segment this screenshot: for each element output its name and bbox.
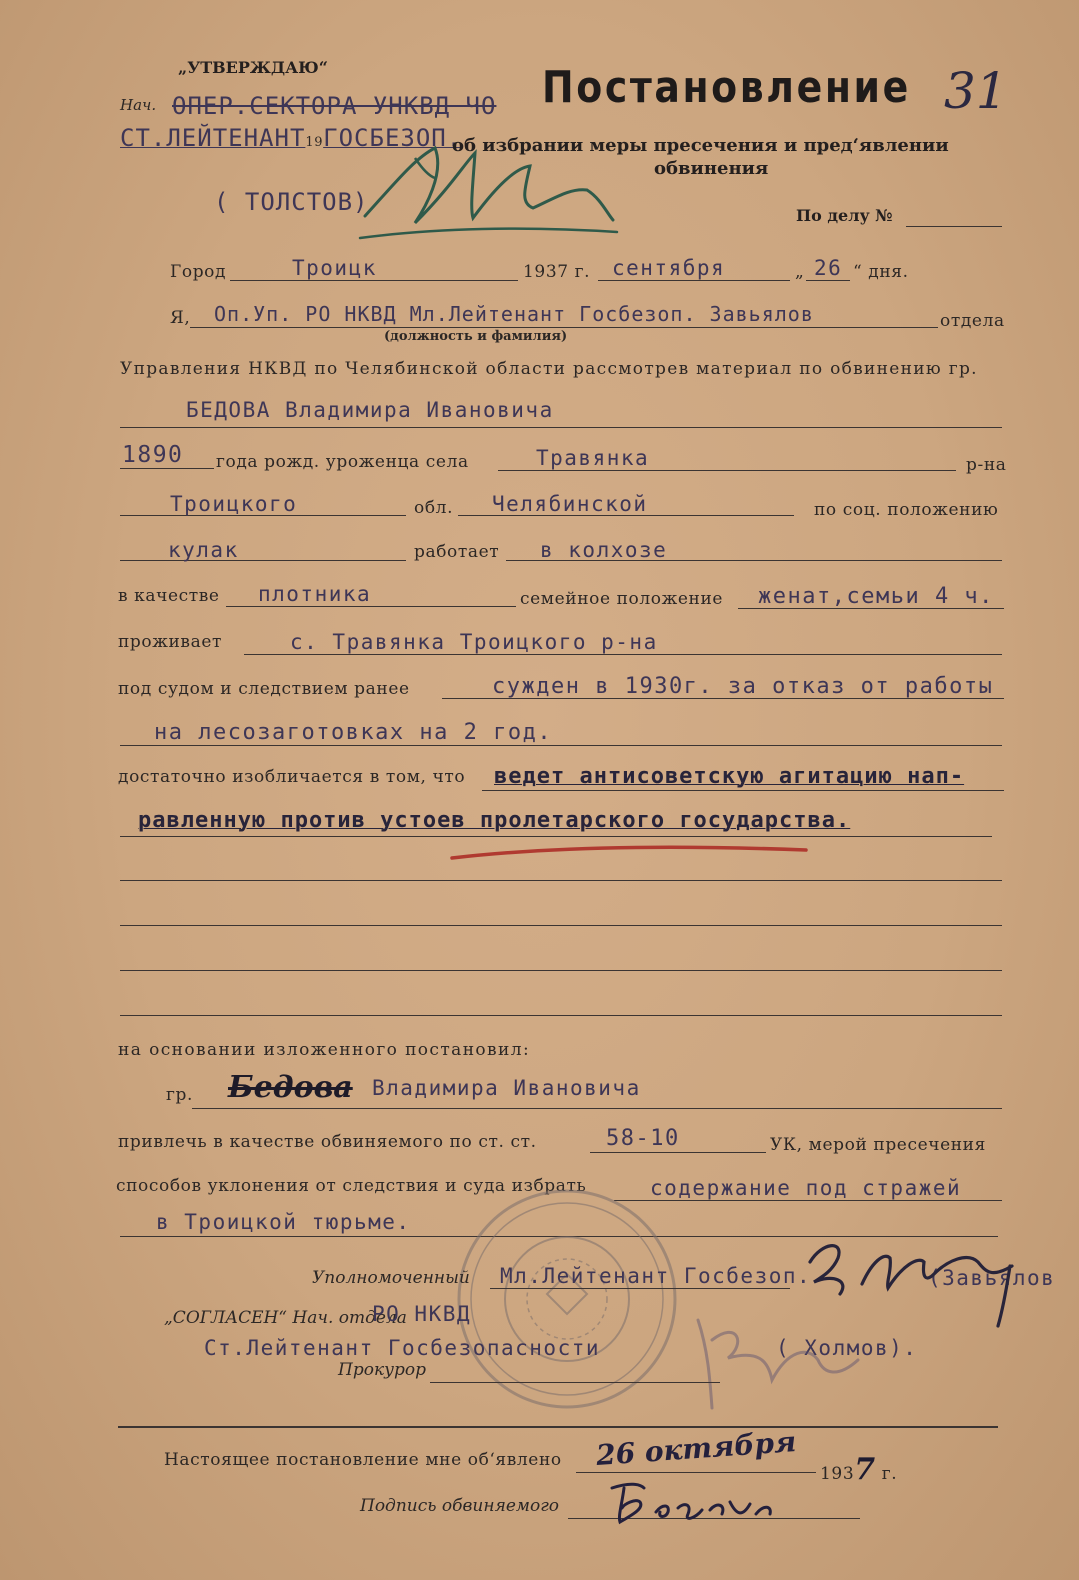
residence-label: проживает: [118, 632, 222, 652]
day-label: “ дня.: [853, 262, 909, 282]
charge-article-label: привлечь в качестве обвиняемого по ст. ст.: [118, 1132, 537, 1152]
round-seal-stamp-icon: [452, 1184, 682, 1414]
approver-line-1: ОПЕР.СЕКТОРА УНКВД ЧО: [172, 92, 497, 120]
accused-name: БЕДОВА Владимира Ивановича: [186, 398, 554, 422]
position-label: в качестве: [118, 586, 220, 606]
article-value: 58-10: [606, 1126, 680, 1151]
record-label: под судом и следствием ранее: [118, 679, 410, 699]
charge-value-line-1: ведет антисоветскую агитацию нап-: [494, 764, 965, 789]
prosecutor-label: Прокурор: [338, 1360, 426, 1380]
approve-label: „УТВЕРЖДАЮ“: [178, 58, 328, 77]
case-number-line: [906, 226, 1002, 227]
dept-label: отдела: [940, 311, 1005, 331]
measure-line-1: содержание под стражей: [650, 1176, 962, 1200]
family-value: женат,семьи 4 ч.: [758, 584, 994, 609]
announcement-year-suffix: г.: [881, 1464, 898, 1484]
officer-value: Оп.Уп. РО НКВД Мл.Лейтенант Госбезоп. Завьялов: [214, 302, 814, 326]
birth-village: Травянка: [536, 446, 650, 470]
announcement-label: Настоящее постановление мне об‘явлено: [164, 1450, 562, 1470]
authorized-name: (Завьялов: [928, 1266, 1056, 1290]
announcement-year-digit: 7: [854, 1452, 876, 1487]
announcement-year: [820, 1452, 897, 1487]
resolution-label: на основании изложенного постановил:: [118, 1040, 531, 1060]
birth-label: года рожд. уроженца села: [216, 452, 469, 472]
charge-label: достаточно изобличается в том, что: [118, 767, 466, 787]
body-text: Управления НКВД по Челябинской области рассмотрев материал по обвинению гр.: [120, 359, 978, 379]
authorized-value: Мл.Лейтенант Госбезоп.: [500, 1264, 812, 1288]
year-label: 1937 г.: [523, 262, 591, 282]
code-label: УК, мерой пресечения: [770, 1135, 986, 1155]
oblast-value: Челябинской: [492, 492, 648, 516]
authorized-label: Уполномоченный: [312, 1268, 470, 1288]
approver-rank: СТ.ЛЕЙТЕНАНТ: [120, 124, 306, 152]
name-value: Владимира Ивановича: [372, 1076, 641, 1100]
announcement-year-prefix: 193: [820, 1464, 855, 1484]
case-number-handwritten: 31: [944, 62, 1008, 120]
birth-year: 1890: [122, 442, 184, 468]
city-value: Троицк: [292, 256, 377, 280]
gr-label: гр.: [166, 1085, 193, 1105]
measure-line-2: в Троицкой тюрьме.: [156, 1210, 411, 1234]
month-value: сентября: [612, 256, 726, 280]
approver-rank-tail: ГОСБЕЗОП.: [323, 124, 463, 152]
nach-label: Нач.: [120, 96, 157, 114]
agreed-label: „СОГЛАСЕН“ Нач. отдела: [164, 1308, 407, 1328]
oblast-label: обл.: [414, 498, 454, 518]
agreed-signature-icon: [668, 1300, 878, 1420]
red-pencil-underline-icon: [448, 836, 812, 866]
approver-year-prefix: 19: [305, 135, 324, 150]
approver-name: ( ТОЛСТОВ): [214, 188, 369, 216]
position-value: плотника: [258, 582, 372, 606]
name-crossed: Бедова: [228, 1070, 353, 1105]
subtitle-line-2: обвинения: [654, 158, 769, 179]
announcement-date: 26 октября: [595, 1425, 798, 1472]
evasion-label: способов уклонения от следствия и суда избрать: [116, 1176, 587, 1196]
work-value: в колхозе: [540, 538, 668, 562]
residence-value: с. Травянка Троицкого р-на: [290, 630, 658, 654]
case-label: По делу №: [796, 206, 893, 225]
record-value-line-1: сужден в 1930г. за отказ от работы: [492, 674, 994, 699]
work-label: работает: [414, 542, 500, 562]
family-label: семейное положение: [520, 589, 724, 609]
agreed-value-2: Ст.Лейтенант Госбезопасности: [204, 1336, 601, 1360]
accused-signature-icon: [600, 1474, 800, 1534]
district-value: Троицкого: [170, 492, 298, 516]
subtitle-line-1: об избрании меры пресечения и пред‘явлении: [452, 135, 949, 156]
divider: [118, 1426, 998, 1428]
day-value: 26: [814, 256, 843, 280]
officer-caption: (должность и фамилия): [384, 329, 568, 344]
agreed-name: ( Холмов).: [776, 1336, 918, 1360]
social-value: кулак: [168, 538, 239, 562]
agreed-value-1: РО НКВД: [372, 1302, 472, 1326]
day-open: „: [795, 262, 805, 282]
charge-value-line-2: равленную против устоев пролетарского государства.: [138, 808, 851, 833]
district-label: р-на: [966, 455, 1007, 475]
officer-prefix: Я,: [170, 308, 191, 328]
city-label: Город: [170, 262, 227, 282]
social-label: по соц. положению: [814, 500, 999, 520]
page-title: Постановление: [542, 62, 911, 113]
record-value-line-2: на лесозаготовках на 2 год.: [154, 720, 553, 745]
sign-label: Подпись обвиняемого: [360, 1496, 560, 1516]
